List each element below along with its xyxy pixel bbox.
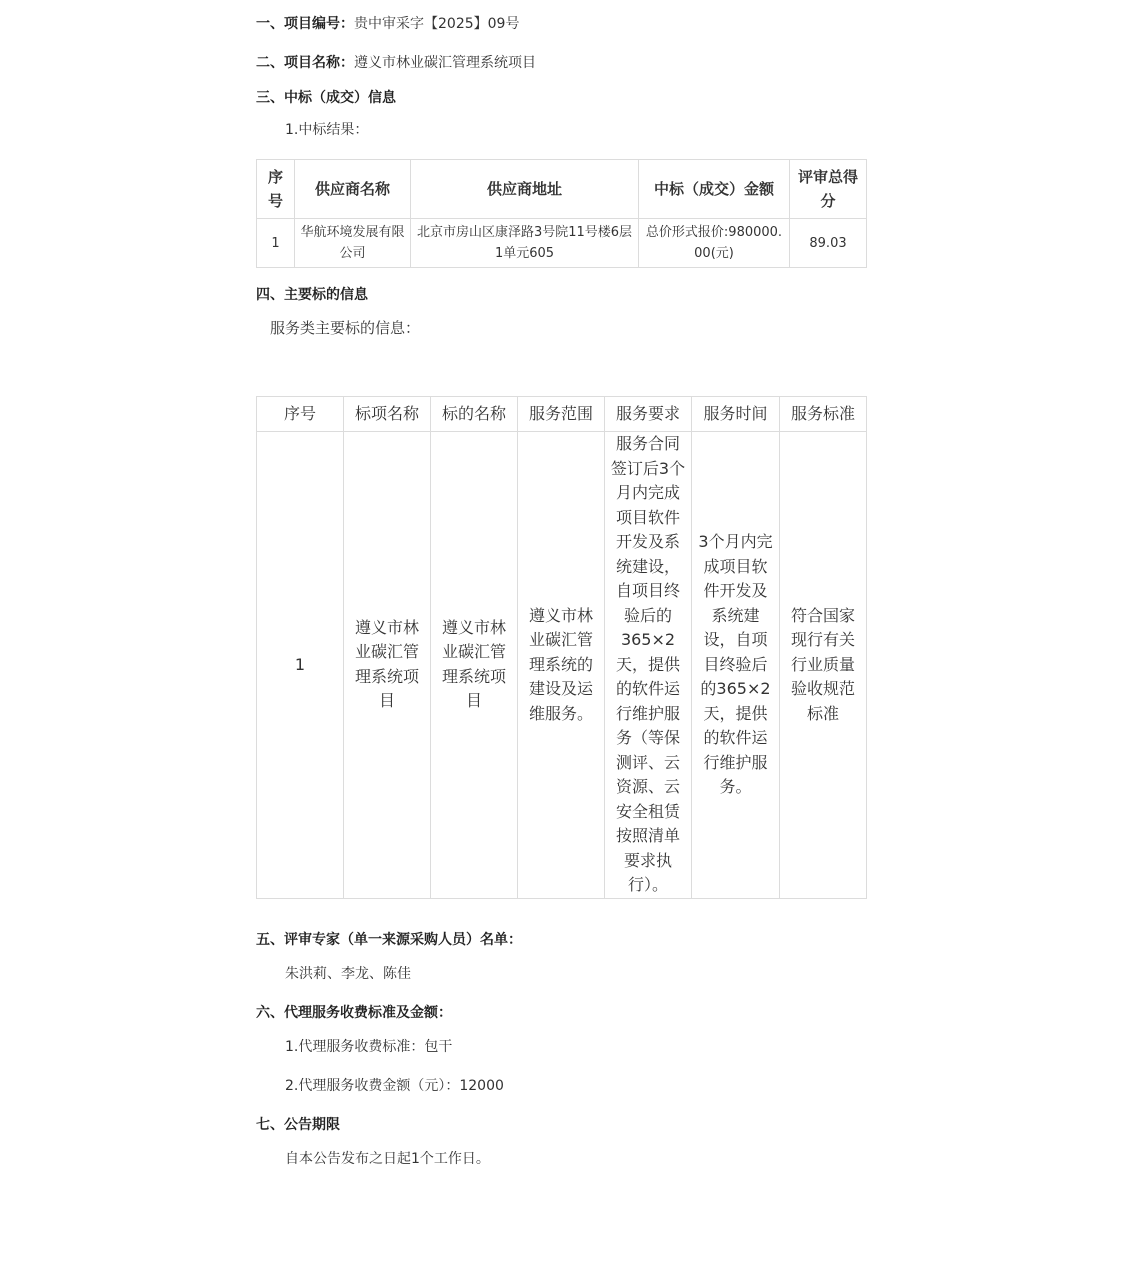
- project-number-heading: 一、项目编号：: [256, 16, 354, 32]
- service-subject-table: [256, 396, 867, 899]
- table-header-row: [257, 160, 867, 219]
- project-name-heading: 二、项目名称：: [256, 55, 354, 71]
- project-name-line: [256, 53, 536, 73]
- award-result-label: 1.中标结果：: [285, 122, 369, 138]
- notice-period-line: [256, 1115, 340, 1135]
- col-header-total-score: 评审总得分: [790, 160, 867, 219]
- col-header-service-time: 服务时间: [692, 397, 780, 432]
- table-row: [257, 219, 867, 268]
- award-info-line: [256, 88, 396, 108]
- col-header-service-scope: 服务范围: [518, 397, 605, 432]
- cell-service-requirement: 服务合同签订后3个月内完成项目软件开发及系统建设，自项目终验后的365×2天，提供的软件运行维护服务（等保测评、云资源、云安全租赁按照清单要求执行）。: [605, 432, 692, 899]
- project-number-value: 贵中审采字【2025】09号: [354, 16, 520, 32]
- agency-fee-line: [256, 1003, 452, 1023]
- col-header-index: 序号: [257, 160, 295, 219]
- experts-names: 朱洪莉、李龙、陈佳: [285, 966, 411, 982]
- agency-fee-standard: 1.代理服务收费标准：包干: [285, 1039, 453, 1055]
- cell-award-amount: 总价形式报价:980000.00(元): [639, 219, 790, 268]
- cell-supplier-name: 华航环境发展有限公司: [295, 219, 411, 268]
- cell-total-score: 89.03: [790, 219, 867, 268]
- col-header-lot-name: 标项名称: [344, 397, 431, 432]
- agency-fee-heading: 六、代理服务收费标准及金额：: [256, 1005, 452, 1021]
- col-header-award-amount: 中标（成交）金额: [639, 160, 790, 219]
- cell-supplier-address: 北京市房山区康泽路3号院11号楼6层1单元605: [411, 219, 639, 268]
- main-subject-line: [256, 285, 368, 305]
- cell-index: 1: [257, 432, 344, 899]
- service-subject-label: 服务类主要标的信息：: [270, 319, 421, 337]
- col-header-supplier-address: 供应商地址: [411, 160, 639, 219]
- cell-service-standard: 符合国家现行有关行业质量验收规范标准: [780, 432, 867, 899]
- notice-period-value: 自本公告发布之日起1个工作日。: [285, 1151, 490, 1167]
- cell-service-time: 3个月内完成项目软件开发及系统建设，自项目终验后的365×2天，提供的软件运行维护服务。: [692, 432, 780, 899]
- agency-fee-amount: 2.代理服务收费金额（元）：12000: [285, 1078, 504, 1094]
- col-header-supplier-name: 供应商名称: [295, 160, 411, 219]
- main-subject-heading: 四、主要标的信息: [256, 287, 368, 303]
- cell-index: 1: [257, 219, 295, 268]
- table-header-row: [257, 397, 867, 432]
- notice-period-heading: 七、公告期限: [256, 1117, 340, 1133]
- experts-heading: 五、评审专家（单一来源采购人员）名单：: [256, 932, 522, 948]
- table-row: [257, 432, 867, 899]
- cell-subject-name: 遵义市林业碳汇管理系统项目: [431, 432, 518, 899]
- col-header-service-requirement: 服务要求: [605, 397, 692, 432]
- cell-lot-name: 遵义市林业碳汇管理系统项目: [344, 432, 431, 899]
- project-name-value: 遵义市林业碳汇管理系统项目: [354, 55, 536, 71]
- cell-service-scope: 遵义市林业碳汇管理系统的建设及运维服务。: [518, 432, 605, 899]
- col-header-subject-name: 标的名称: [431, 397, 518, 432]
- project-number-line: [256, 14, 519, 34]
- award-result-table: [256, 159, 867, 268]
- col-header-index: 序号: [257, 397, 344, 432]
- experts-line: [256, 930, 522, 950]
- col-header-service-standard: 服务标准: [780, 397, 867, 432]
- award-info-heading: 三、中标（成交）信息: [256, 90, 396, 106]
